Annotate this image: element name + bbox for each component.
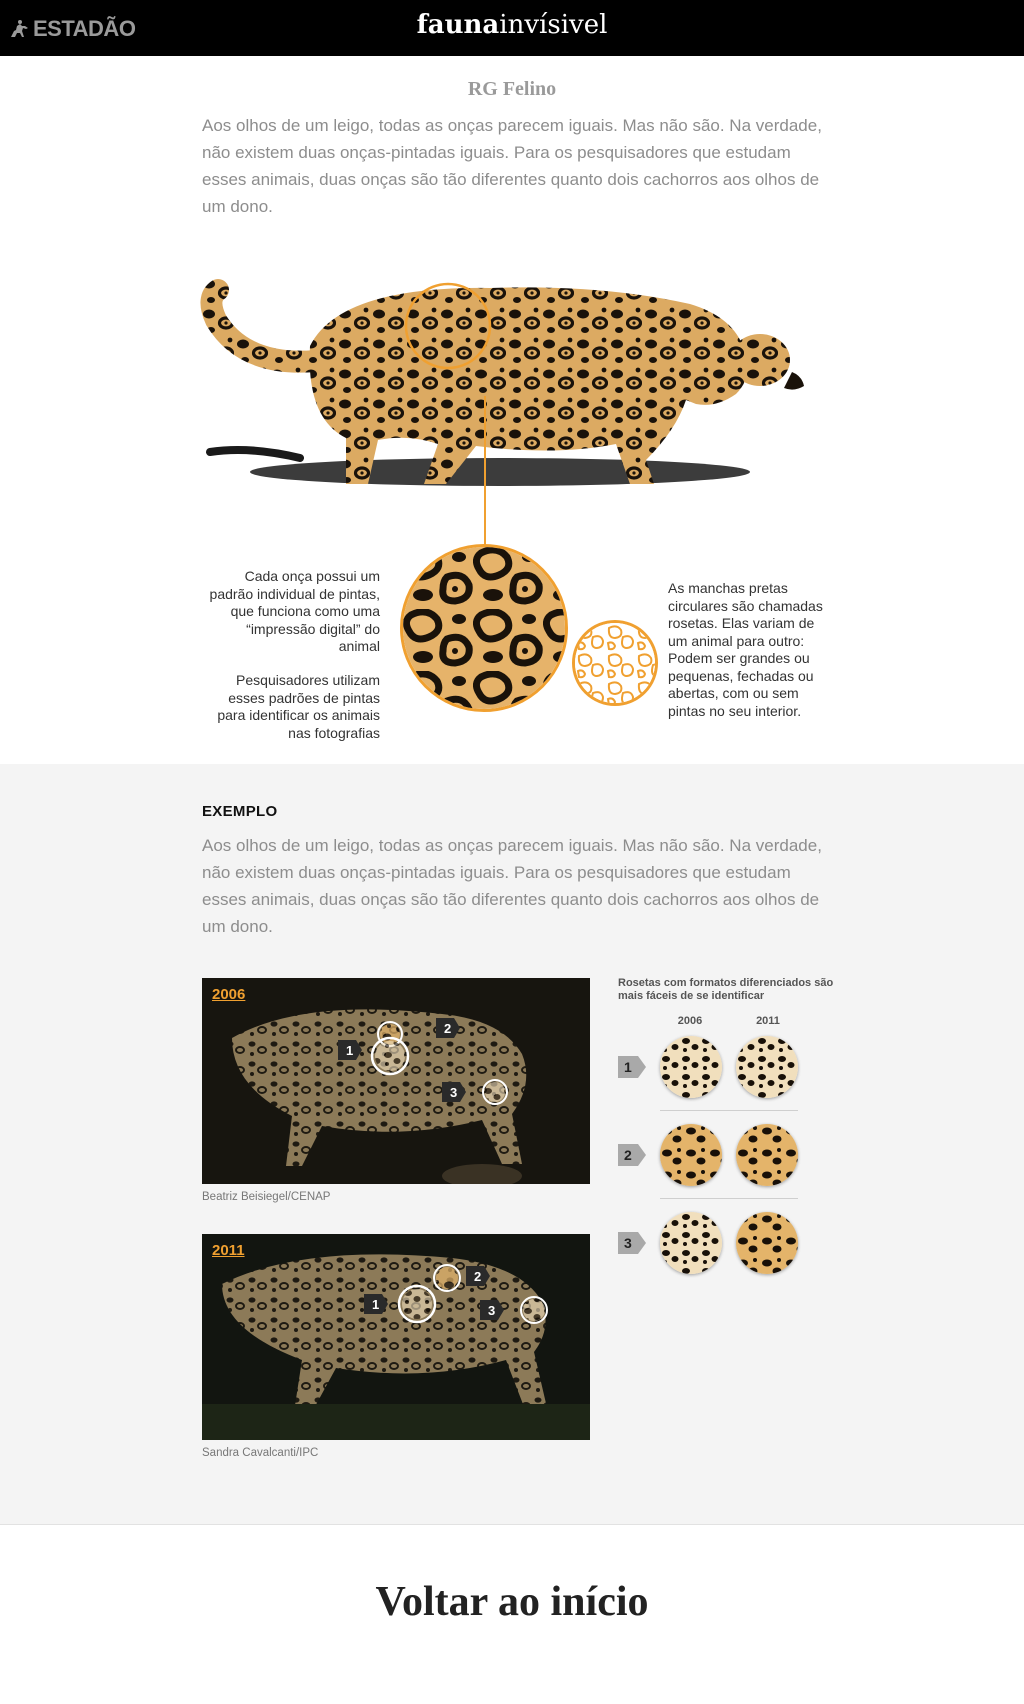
row-marker-2: 2 — [624, 1147, 632, 1163]
row-divider — [660, 1198, 798, 1199]
zoom-connector-line — [484, 396, 486, 548]
row-divider — [660, 1110, 798, 1111]
marker-1: 1 — [346, 1043, 354, 1058]
rosette-3-2011 — [736, 1212, 798, 1274]
rosette-row-2 — [618, 1118, 798, 1192]
top-bar — [0, 0, 1024, 56]
annotation-rosettes: As manchas pretas circulares são chamadas rosetas. Elas variam de um animal para outro: Podem ser grandes ou pequenas, fechadas ou abertas, com ou sem pintas no seu interior. — [668, 580, 823, 719]
marker-1: 1 — [372, 1297, 380, 1312]
number-marker-icon — [618, 1232, 646, 1254]
number-marker-icon — [338, 1040, 362, 1060]
number-marker-icon — [436, 1018, 460, 1038]
marker-2: 2 — [444, 1021, 452, 1036]
brand-part-1: fauna — [416, 10, 500, 40]
camera-trap-photo-2011 — [202, 1234, 590, 1440]
logo-text: ESTADÃO — [33, 16, 136, 41]
section-divider — [0, 1524, 1024, 1525]
number-marker-icon — [364, 1294, 388, 1314]
example-heading: EXEMPLO — [202, 803, 278, 820]
back-to-top-link[interactable]: Voltar ao início — [375, 1579, 649, 1625]
photo-credit-2011: Sandra Cavalcanti/IPC — [202, 1447, 319, 1459]
number-marker-icon — [618, 1056, 646, 1078]
annotation-identification: Pesquisadores utilizam esses padrões de pintas para identificar os animais nas fotografias — [217, 672, 380, 741]
row-marker-3: 3 — [624, 1235, 632, 1251]
rosette-1-2006 — [660, 1036, 722, 1098]
rosette-2-2006 — [660, 1124, 722, 1186]
marker-3: 3 — [488, 1303, 496, 1318]
example-paragraph: Aos olhos de um leigo, todas as onças parecem iguais. Mas não são. Na verdade, não existem duas onças-pintadas iguais. Para os pesquisadores que estudam esses animais, duas onças são tão diferentes quanto dois cachorros aos olhos de um dono. — [202, 836, 822, 936]
rosette-row-3 — [618, 1206, 798, 1280]
rosette-zoom-circle — [400, 544, 568, 712]
row-marker-1: 1 — [624, 1059, 632, 1075]
photo-year-2006: 2006 — [212, 986, 246, 1003]
marker-3: 3 — [450, 1085, 458, 1100]
jaguar-illustration — [200, 276, 820, 536]
rosette-1-2011 — [736, 1036, 798, 1098]
rosette-outline-circle — [572, 620, 658, 706]
brand-part-2: invísivel — [499, 10, 608, 40]
number-marker-icon — [442, 1082, 466, 1102]
number-marker-icon — [466, 1266, 490, 1286]
camera-trap-photo-2006 — [202, 978, 590, 1184]
column-year-2011: 2011 — [756, 1015, 780, 1027]
section-title: RG Felino — [467, 78, 557, 100]
photo-year-2011: 2011 — [212, 1242, 245, 1259]
rosettes-comparison-title: Rosetas com formatos diferenciados são mais fáceis de se identificar — [618, 977, 834, 1002]
photo-credit-2006: Beatriz Beisiegel/CENAP — [202, 1191, 331, 1203]
intro-paragraph: Aos olhos de um leigo, todas as onças parecem iguais. Mas não são. Na verdade, não existem duas onças-pintadas iguais. Para os pesquisadores que estudam esses animais, duas onças são tão diferentes quanto dois cachorros aos olhos de um dono. — [202, 116, 822, 216]
rosette-3-2006 — [660, 1212, 722, 1274]
rosette-2-2011 — [736, 1124, 798, 1186]
number-marker-icon — [618, 1144, 646, 1166]
column-year-2006: 2006 — [677, 1015, 703, 1027]
number-marker-icon — [480, 1300, 504, 1320]
marker-2: 2 — [474, 1269, 482, 1284]
section-brand[interactable] — [0, 10, 1024, 40]
annotation-fingerprint: Cada onça possui um padrão individual de pintas, que funciona como uma “impressão digital” do animal — [209, 568, 380, 654]
rosette-row-1 — [618, 1030, 798, 1104]
